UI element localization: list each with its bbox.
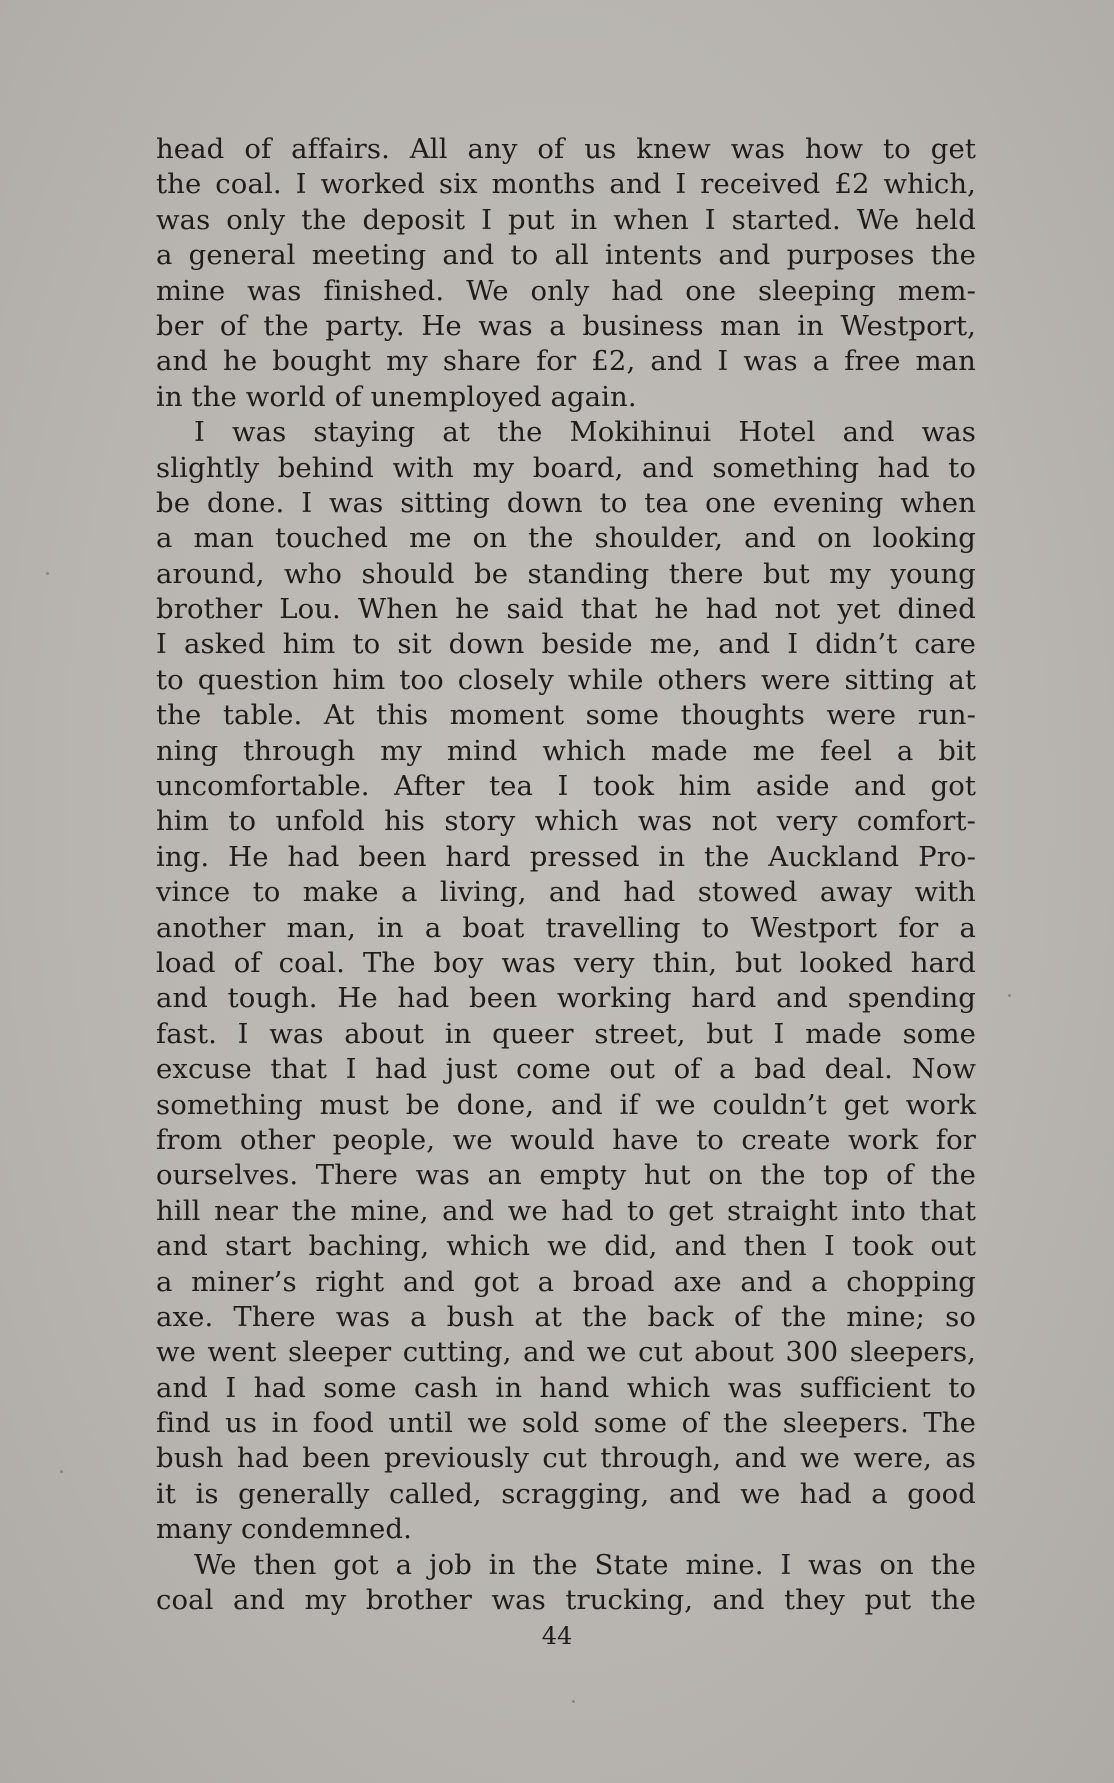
text-line: him to unfold his story which was not very comfort- — [156, 805, 976, 838]
text-line: slightly behind with my board, and something had to — [156, 451, 976, 484]
text-line: I asked him to sit down beside me, and I didn’t care — [156, 628, 976, 661]
text-line: it is generally called, scragging, and we had a good — [156, 1477, 976, 1510]
text-line: a man touched me on the shoulder, and on looking — [156, 522, 976, 555]
text-line: bush had been previously cut through, and we were, as — [156, 1442, 976, 1475]
text-line: vince to make a living, and had stowed away with — [156, 876, 976, 909]
text-line: many condemned. — [156, 1513, 412, 1546]
paper-speck — [60, 1470, 63, 1473]
text-line: find us in food until we sold some of the sleepers. The — [156, 1407, 976, 1440]
text-line: brother Lou. When he said that he had not yet dined — [156, 593, 976, 626]
text-line: in the world of unemployed again. — [156, 380, 637, 413]
text-line: be done. I was sitting down to tea one evening when — [156, 486, 976, 519]
text-line: and I had some cash in hand which was sufficient to — [156, 1371, 976, 1404]
body-text — [156, 132, 976, 1618]
page-number: 44 — [541, 1622, 573, 1650]
paragraph-start-line: I was staying at the Mokihinui Hotel and was — [194, 416, 976, 449]
text-line: the table. At this moment some thoughts were run- — [156, 699, 976, 732]
text-line: a general meeting and to all intents and purposes the — [156, 239, 976, 272]
text-line: and he bought my share for £2, and I was a free man — [156, 345, 976, 378]
text-line: mine was finished. We only had one sleeping mem- — [156, 274, 976, 307]
text-line: the coal. I worked six months and I received £2 which, — [156, 168, 976, 201]
text-line: ourselves. There was an empty hut on the top of the — [156, 1159, 976, 1192]
text-line: ning through my mind which made me feel a bit — [156, 734, 976, 767]
text-line: coal and my brother was trucking, and they put the — [156, 1584, 976, 1617]
text-line: around, who should be standing there but my young — [156, 557, 976, 590]
text-line: to question him too closely while others were sitting at — [156, 663, 976, 696]
text-line: a miner’s right and got a broad axe and a chopping — [156, 1265, 976, 1298]
text-line: uncomfortable. After tea I took him aside and got — [156, 770, 976, 803]
text-line: from other people, we would have to create work for — [156, 1123, 976, 1156]
text-line: excuse that I had just come out of a bad deal. Now — [156, 1053, 976, 1086]
paragraph-start-line: We then got a job in the State mine. I was on the — [194, 1548, 976, 1581]
text-line: hill near the mine, and we had to get straight into that — [156, 1194, 976, 1227]
text-line: something must be done, and if we couldn’t get work — [156, 1088, 976, 1121]
text-line: we went sleeper cutting, and we cut about 300 sleepers, — [156, 1336, 976, 1369]
text-line: another man, in a boat travelling to Westport for a — [156, 911, 976, 944]
text-line: and tough. He had been working hard and spending — [156, 982, 976, 1015]
text-line: was only the deposit I put in when I started. We held — [156, 203, 976, 236]
text-line: head of affairs. All any of us knew was how to get — [156, 133, 976, 165]
text-line: fast. I was about in queer street, but I made some — [156, 1017, 976, 1050]
text-line: ing. He had been hard pressed in the Auckland Pro- — [156, 840, 976, 873]
text-line: ber of the party. He was a business man in Westport, — [156, 309, 976, 342]
text-line: load of coal. The boy was very thin, but looked hard — [156, 946, 976, 979]
paper-speck — [572, 1700, 575, 1703]
text-line: and start baching, which we did, and then I took out — [156, 1230, 976, 1263]
paper-speck — [46, 572, 49, 575]
paper-speck — [1008, 994, 1011, 997]
text-line: axe. There was a bush at the back of the mine; so — [156, 1300, 976, 1333]
